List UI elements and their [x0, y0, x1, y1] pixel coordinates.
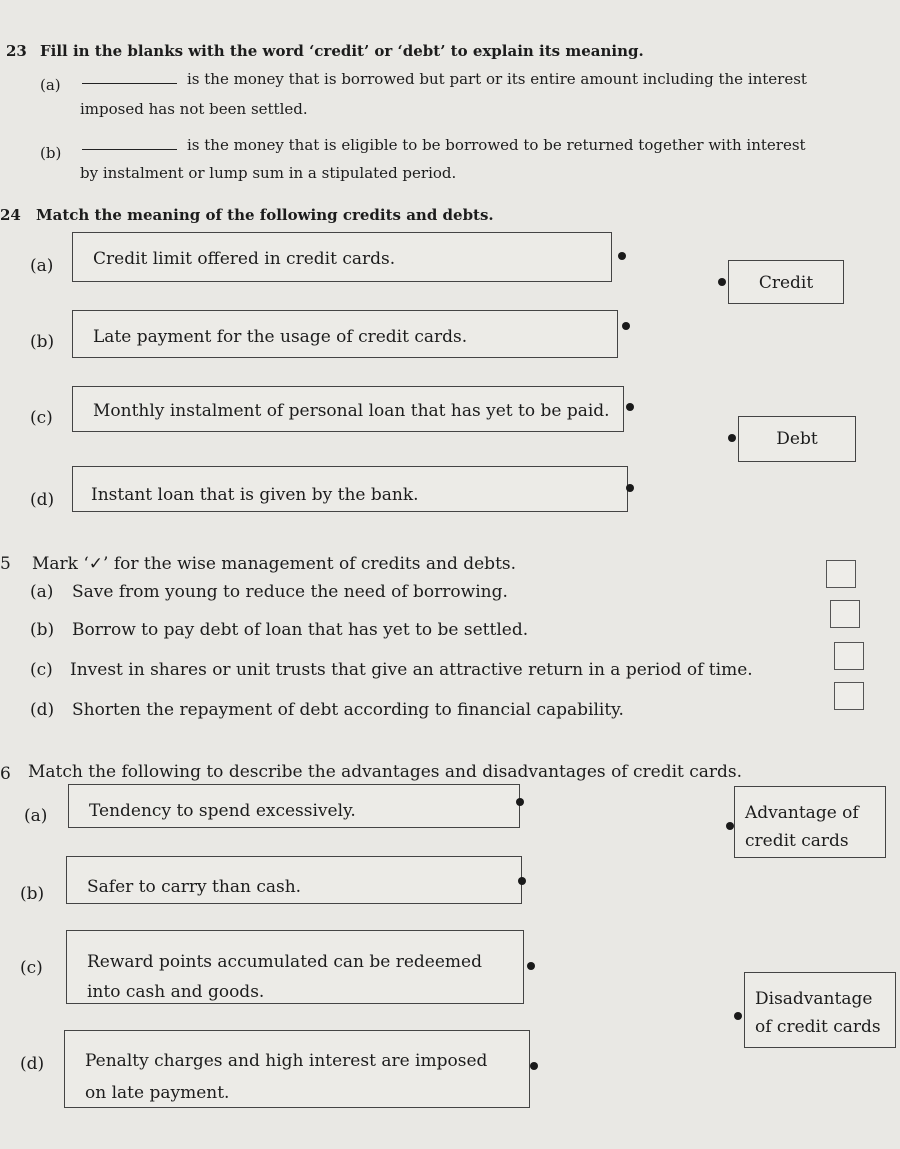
q26-advantage-line2: credit cards	[745, 831, 849, 851]
q23-b-text: is the money that is eligible to be borrowed to be returned together with interest	[187, 136, 806, 154]
q25-b-checkbox[interactable]	[830, 600, 860, 628]
q23-b-label: (b)	[40, 144, 62, 162]
q23-b-line2: by instalment or lump sum in a stipulated period.	[80, 164, 457, 182]
q23-a-blank[interactable]	[82, 71, 177, 84]
q26-a-box[interactable]	[68, 784, 520, 828]
q25-d-label: (d)	[30, 700, 55, 720]
q24-d-dot[interactable]	[626, 484, 634, 492]
q24-credit-box[interactable]	[728, 260, 844, 304]
q25-c-text: Invest in shares or unit trusts that give an attractive return in a period of time.	[70, 660, 753, 680]
q24-debt-text: Debt	[776, 429, 818, 449]
q24-c-dot[interactable]	[626, 403, 634, 411]
q25-a-checkbox[interactable]	[826, 560, 856, 588]
q26-number: 6	[0, 764, 11, 784]
q24-b-box[interactable]	[72, 310, 618, 358]
q26-d-label: (d)	[20, 1054, 45, 1074]
q24-a-box[interactable]	[72, 232, 612, 282]
q26-c-dot[interactable]	[527, 962, 535, 970]
q24-b-dot[interactable]	[622, 322, 630, 330]
q25-b-label: (b)	[30, 620, 55, 640]
q26-d-box[interactable]	[64, 1030, 530, 1108]
q26-c-text-line2: into cash and goods.	[87, 982, 265, 1002]
q24-c-box[interactable]	[72, 386, 624, 432]
q26-b-label: (b)	[20, 884, 45, 904]
q24-credit-dot[interactable]	[718, 278, 726, 286]
q26-advantage-line1: Advantage of	[745, 803, 859, 823]
q26-d-text-line1: Penalty charges and high interest are imposed	[85, 1051, 488, 1071]
q24-d-label: (d)	[30, 490, 55, 510]
q25-b-text: Borrow to pay debt of loan that has yet to be settled.	[72, 620, 529, 640]
q25-a-label: (a)	[30, 582, 54, 602]
q26-a-text: Tendency to spend excessively.	[89, 801, 356, 821]
q26-disadvantage-line1: Disadvantage	[755, 989, 873, 1009]
q24-d-text: Instant loan that is given by the bank.	[91, 485, 419, 505]
q26-advantage-box[interactable]	[734, 786, 886, 858]
q23-number: 23	[6, 42, 27, 60]
q25-number: 5	[0, 554, 11, 574]
q26-b-dot[interactable]	[518, 877, 526, 885]
q23-title: Fill in the blanks with the word ‘credit’ or ‘debt’ to explain its meaning.	[40, 42, 644, 60]
q26-disadvantage-line2: of credit cards	[755, 1017, 881, 1037]
q25-c-checkbox[interactable]	[834, 642, 864, 670]
q26-disadvantage-box[interactable]	[744, 972, 896, 1048]
q23-b-blank[interactable]	[82, 137, 177, 150]
q24-debt-dot[interactable]	[728, 434, 736, 442]
q24-a-label: (a)	[30, 256, 54, 276]
q25-title: Mark ‘✓’ for the wise management of credits and debts.	[32, 554, 517, 574]
q25-a-text: Save from young to reduce the need of borrowing.	[72, 582, 508, 602]
q24-c-label: (c)	[30, 408, 53, 428]
q24-b-label: (b)	[30, 332, 55, 352]
q24-a-dot[interactable]	[618, 252, 626, 260]
q26-b-text: Safer to carry than cash.	[87, 877, 302, 897]
q24-d-box[interactable]	[72, 466, 628, 512]
q23-a-line1	[78, 70, 878, 88]
q26-c-text-line1: Reward points accumulated can be redeemed	[87, 952, 482, 972]
q26-a-dot[interactable]	[516, 798, 524, 806]
q26-d-dot[interactable]	[530, 1062, 538, 1070]
q26-disadvantage-dot[interactable]	[734, 1012, 742, 1020]
q23-a-text: is the money that is borrowed but part or its entire amount including the interest	[187, 70, 807, 88]
q26-c-box[interactable]	[66, 930, 524, 1004]
q24-b-text: Late payment for the usage of credit cards.	[93, 327, 468, 347]
q26-advantage-dot[interactable]	[726, 822, 734, 830]
q26-d-text-line2: on late payment.	[85, 1083, 230, 1103]
q24-credit-text: Credit	[758, 273, 814, 293]
q23-b-line1	[78, 136, 878, 154]
q26-c-label: (c)	[20, 958, 43, 978]
q24-number: 24	[0, 206, 21, 224]
q24-a-text: Credit limit offered in credit cards.	[93, 249, 396, 269]
q23-a-line2: imposed has not been settled.	[80, 100, 308, 118]
q25-c-label: (c)	[30, 660, 53, 680]
q26-a-label: (a)	[24, 806, 48, 826]
q26-b-box[interactable]	[66, 856, 522, 904]
q25-d-text: Shorten the repayment of debt according to financial capability.	[72, 700, 624, 720]
q24-debt-box[interactable]	[738, 416, 856, 462]
q23-a-label: (a)	[40, 76, 61, 94]
q24-title: Match the meaning of the following credits and debts.	[36, 206, 494, 224]
q24-c-text: Monthly instalment of personal loan that has yet to be paid.	[93, 401, 610, 421]
q26-title: Match the following to describe the advantages and disadvantages of credit cards.	[28, 762, 743, 782]
q25-d-checkbox[interactable]	[834, 682, 864, 710]
